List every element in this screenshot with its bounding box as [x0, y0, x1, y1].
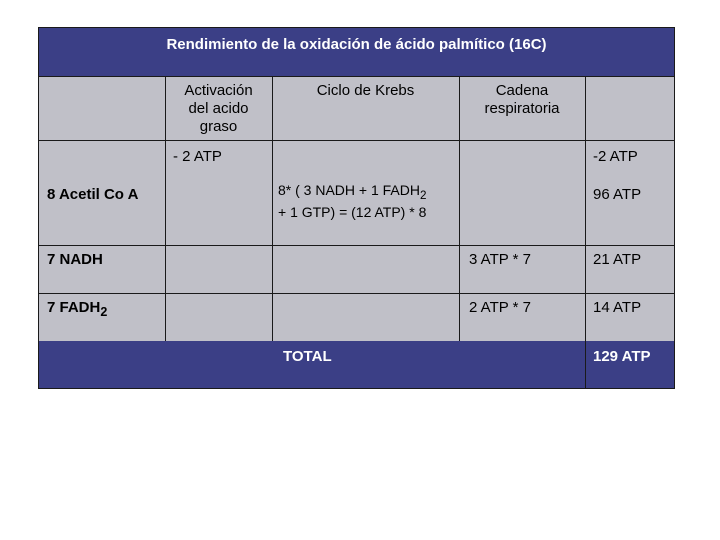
col-header-activation: [165, 82, 272, 136]
col-header-activation-line1: Activación: [184, 82, 253, 99]
fadh-chain-value: 2 ATP * 7: [469, 299, 531, 316]
atp-yield-table: [38, 27, 675, 389]
col-header-chain-line1: Cadena: [495, 82, 549, 99]
row-divider-3: [39, 293, 674, 294]
nadh-total: 21 ATP: [593, 251, 642, 268]
krebs-formula-text1: 8* ( 3 NADH + 1 FADH: [278, 182, 420, 198]
krebs-formula-line1: [278, 182, 426, 204]
total-value: 129 ATP: [593, 348, 651, 365]
activation-total: -2 ATP: [593, 148, 638, 165]
header-divider: [39, 76, 674, 77]
fadh-label-sub: 2: [100, 305, 108, 319]
row-divider-1: [39, 140, 674, 141]
table-title: Rendimiento de la oxidación de ácido palmítico (16C): [166, 36, 547, 53]
krebs-formula-line2: + 1 GTP) = (12 ATP) * 8: [278, 203, 427, 220]
total-label: TOTAL: [283, 348, 332, 365]
col-header-chain: [459, 82, 585, 118]
acetil-total: 96 ATP: [593, 186, 642, 203]
col-header-activation-line3: graso: [199, 118, 238, 135]
krebs-formula-sub: 2: [420, 188, 427, 202]
total-divider: [585, 341, 586, 388]
total-row: [39, 341, 674, 388]
fadh-label-text: 7 FADH: [47, 299, 101, 316]
col-header-chain-line2: respiratoria: [484, 100, 560, 117]
nadh-chain-value: 3 ATP * 7: [469, 251, 531, 268]
col-header-activation-line2: del acido: [188, 100, 249, 117]
krebs-formula: [278, 182, 426, 221]
fadh-label: [47, 299, 107, 319]
col-header-krebs: Ciclo de Krebs: [316, 82, 415, 99]
acetil-label: 8 Acetil Co A: [47, 186, 139, 203]
row-divider-2: [39, 245, 674, 246]
table-header: [39, 28, 674, 76]
fadh-total: 14 ATP: [593, 299, 642, 316]
activation-value: - 2 ATP: [173, 148, 222, 165]
nadh-label: 7 NADH: [47, 251, 103, 268]
